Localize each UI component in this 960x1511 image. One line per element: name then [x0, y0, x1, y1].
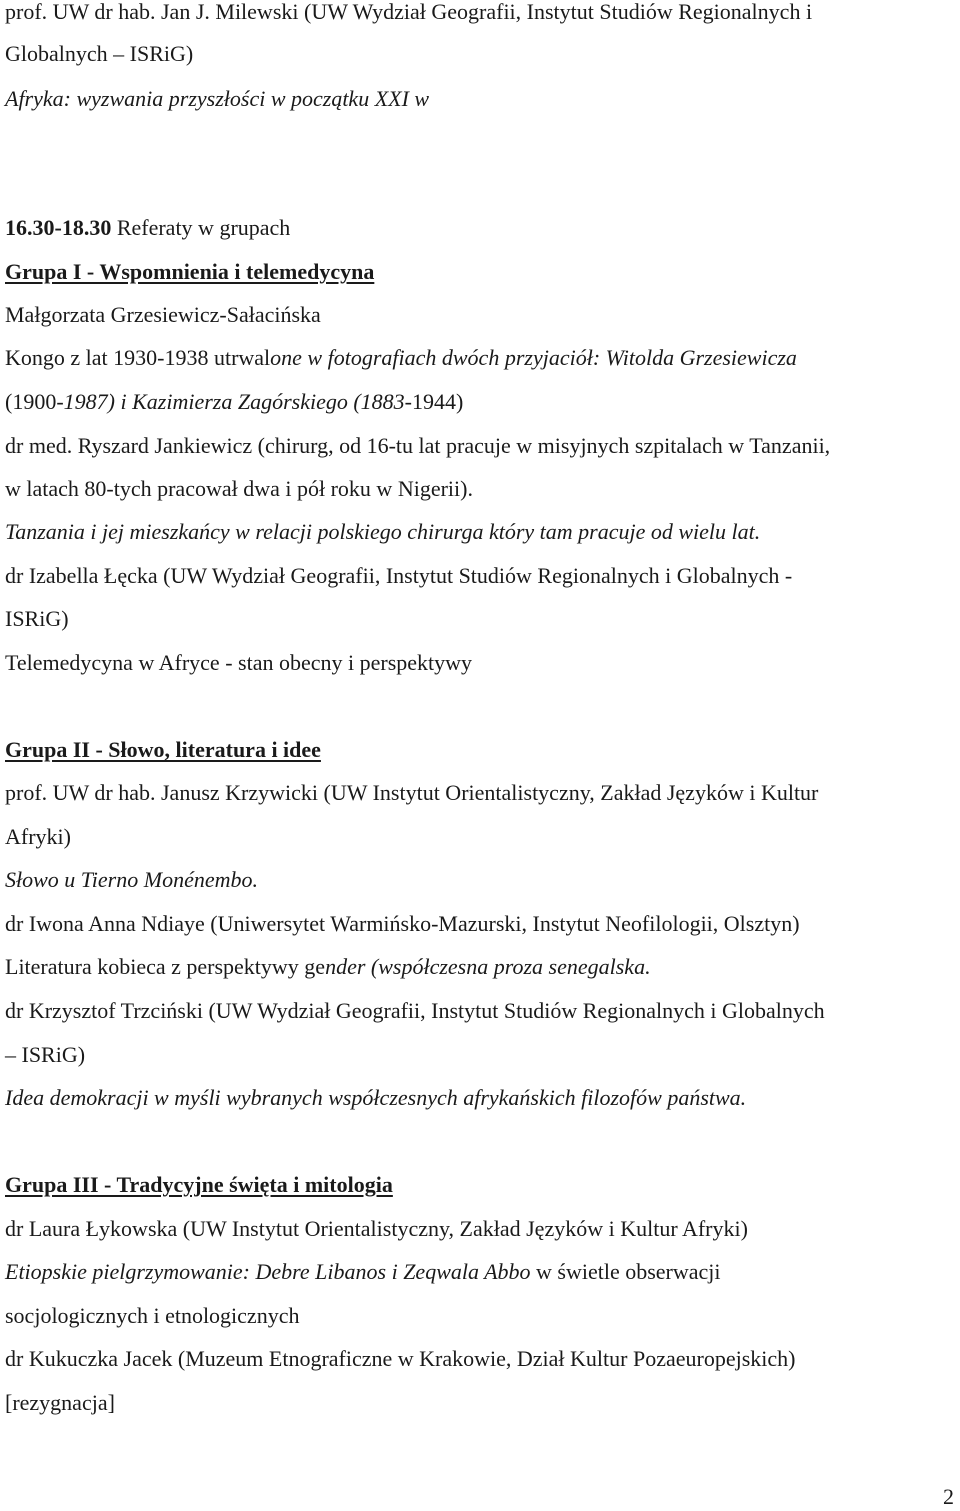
session-label: Referaty w grupach	[111, 215, 291, 240]
group2-speaker1-line2: Afryki)	[5, 824, 71, 849]
group1-speaker2-line1: dr med. Ryszard Jankiewicz (chirurg, od 16-tu lat pracuje w misyjnych szpitalach w Tanzanii,	[5, 433, 831, 458]
group1-talk3: Telemedycyna w Afryce - stan obecny i perspektywy	[5, 650, 473, 675]
group2-talk2-italic: nder (współczesna proza senegalska.	[325, 954, 651, 979]
group2-speaker2: dr Iwona Anna Ndiaye (Uniwersytet Warmińsko-Mazurski, Instytut Neofilologii, Olsztyn)	[5, 911, 800, 936]
group1-talk1-line1-italic: one w fotografiach dwóch przyjaciół: Witolda Grzesiewicza	[270, 345, 797, 370]
group1-talk1-line1-normal: Kongo z lat 1930-1938 utrwal	[5, 345, 271, 370]
group2-talk2	[5, 953, 651, 981]
group1-talk1-line2	[5, 388, 463, 416]
group2-speaker3-line2: – ISRiG)	[5, 1042, 86, 1067]
group3-talk1-line1-italic: Etiopskie pielgrzymowanie: Debre Libanos i Zeqwala Abbo	[5, 1259, 531, 1284]
group1-speaker3-line1: dr Izabella Łęcka (UW Wydział Geografii, Instytut Studiów Regionalnych i Globalnych -	[5, 563, 793, 588]
group3-speaker2: dr Kukuczka Jacek (Muzeum Etnograficzne w Krakowie, Dział Kultur Pozaeuropejskich)	[5, 1346, 796, 1371]
session-line	[5, 214, 290, 242]
group3-talk1-line2: socjologicznych i etnologicznych	[5, 1303, 300, 1328]
group2-heading: Grupa II - Słowo, literatura i idee	[5, 737, 321, 762]
group3-heading: Grupa III - Tradycyjne święta i mitologia	[5, 1172, 393, 1197]
group1-talk1-line2-a: (1900-	[5, 389, 64, 414]
group2-talk1: Słowo u Tierno Monénembo.	[5, 867, 258, 892]
group1-talk1-line2-b: 1987) i Kazimierza Zagórskiego (1883	[63, 389, 405, 414]
page-number: 2	[943, 1484, 954, 1509]
group3-speaker1: dr Laura Łykowska (UW Instytut Orientalistyczny, Zakład Języków i Kultur Afryki)	[5, 1216, 748, 1241]
intro-talk-title: Afryka: wyzwania przyszłości w początku XXI w	[5, 86, 430, 111]
intro-speaker-line1: prof. UW dr hab. Jan J. Milewski (UW Wydział Geografii, Instytut Studiów Regionalnych i	[5, 0, 813, 24]
group1-speaker2-line2: w latach 80-tych pracował dwa i pół roku w Nigerii).	[5, 476, 473, 501]
group3-status: [rezygnacja]	[5, 1390, 115, 1415]
group1-speaker3-line2: ISRiG)	[5, 606, 69, 631]
session-time: 16.30-18.30	[5, 215, 112, 240]
group2-speaker3-line1: dr Krzysztof Trzciński (UW Wydział Geografii, Instytut Studiów Regionalnych i Globalnych	[5, 998, 825, 1023]
group3-talk1-line1	[5, 1258, 721, 1286]
group3-talk1-line1-normal: w świetle obserwacji	[530, 1259, 721, 1284]
group1-talk1-line2-c: -1944)	[404, 389, 464, 414]
group1-talk1-line1	[5, 344, 797, 372]
group2-talk2-normal: Literatura kobieca z perspektywy ge	[5, 954, 326, 979]
group1-talk2: Tanzania i jej mieszkańcy w relacji polskiego chirurga który tam pracuje od wielu lat.	[5, 519, 761, 544]
group1-speaker1-name: Małgorzata Grzesiewicz-Sałacińska	[5, 302, 321, 327]
intro-speaker-line2: Globalnych – ISRiG)	[5, 41, 194, 66]
group2-speaker1-line1: prof. UW dr hab. Janusz Krzywicki (UW Instytut Orientalistyczny, Zakład Języków i Kultur	[5, 780, 819, 805]
group2-talk3: Idea demokracji w myśli wybranych współczesnych afrykańskich filozofów państwa.	[5, 1085, 747, 1110]
group1-heading: Grupa I - Wspomnienia i telemedycyna	[5, 259, 375, 284]
